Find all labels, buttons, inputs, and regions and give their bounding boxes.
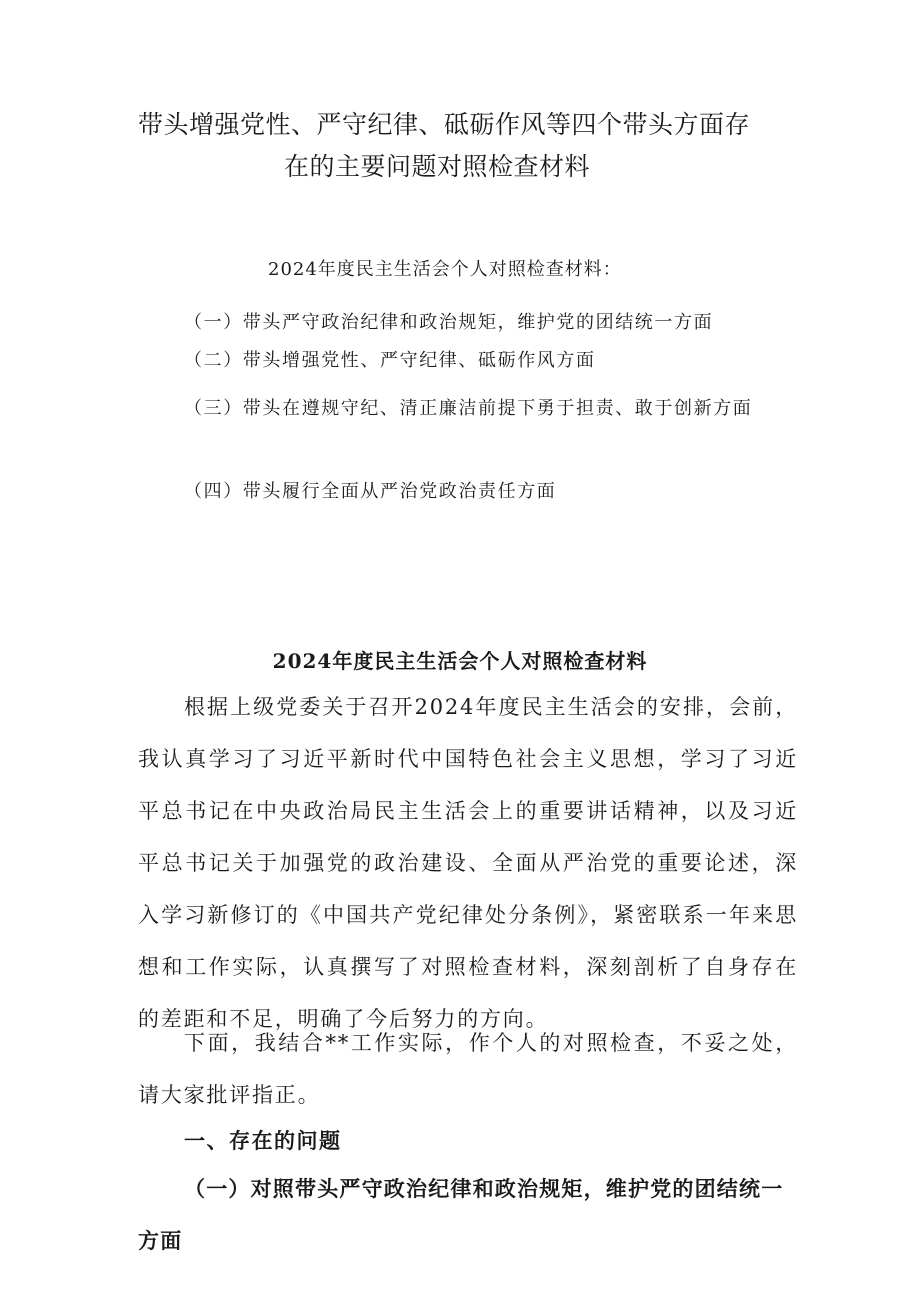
subtitle: 2024年度民主生活会个人对照检查材料： (268, 259, 622, 280)
document-title-line2: 在的主要问题对照检查材料 (284, 152, 591, 181)
section-title: 2024年度民主生活会个人对照检查材料 (272, 649, 648, 673)
document-title (138, 104, 798, 188)
toc-item: （一）带头严守政治纪律和政治规矩，维护党的团结统一方面 (184, 312, 714, 333)
toc-item: （二）带头增强党性、严守纪律、砥砺作风方面 (184, 350, 596, 371)
toc-item: （三）带头在遵规守纪、清正廉洁前提下勇于担责、敢于创新方面 (184, 398, 753, 419)
heading-level1: 一、存在的问题 (184, 1128, 342, 1153)
body-paragraph: 下面，我结合**工作实际，作个人的对照检查，不妥之处，请大家批评指正。 (138, 1031, 798, 1107)
document-title-line1: 带头增强党性、严守纪律、砥砺作风等四个带头方面存 (138, 110, 751, 139)
heading-level2: （一）对照带头严守政治纪律和政治规矩，维护党的团结统一方面 (138, 1176, 784, 1253)
body-paragraph: 根据上级党委关于召开2024年度民主生活会的安排，会前，我认真学习了习近平新时代中国特色社会主义思想，学习了习近平总书记在中央政治局民主生活会上的重要讲话精神，以及习近平总书记关于加强党的政治建设、全面从严治党的重要论述，深入学习新修订的《中国共产党纪律处分条例》，紧密联系一年来思想和工作实际，认真撰写了对照检查材料，深刻剖析了自身存在的差距和不足，明确了今后努力的方向。 (138, 695, 798, 1031)
toc-item: （四）带头履行全面从严治党政治责任方面 (184, 481, 557, 502)
